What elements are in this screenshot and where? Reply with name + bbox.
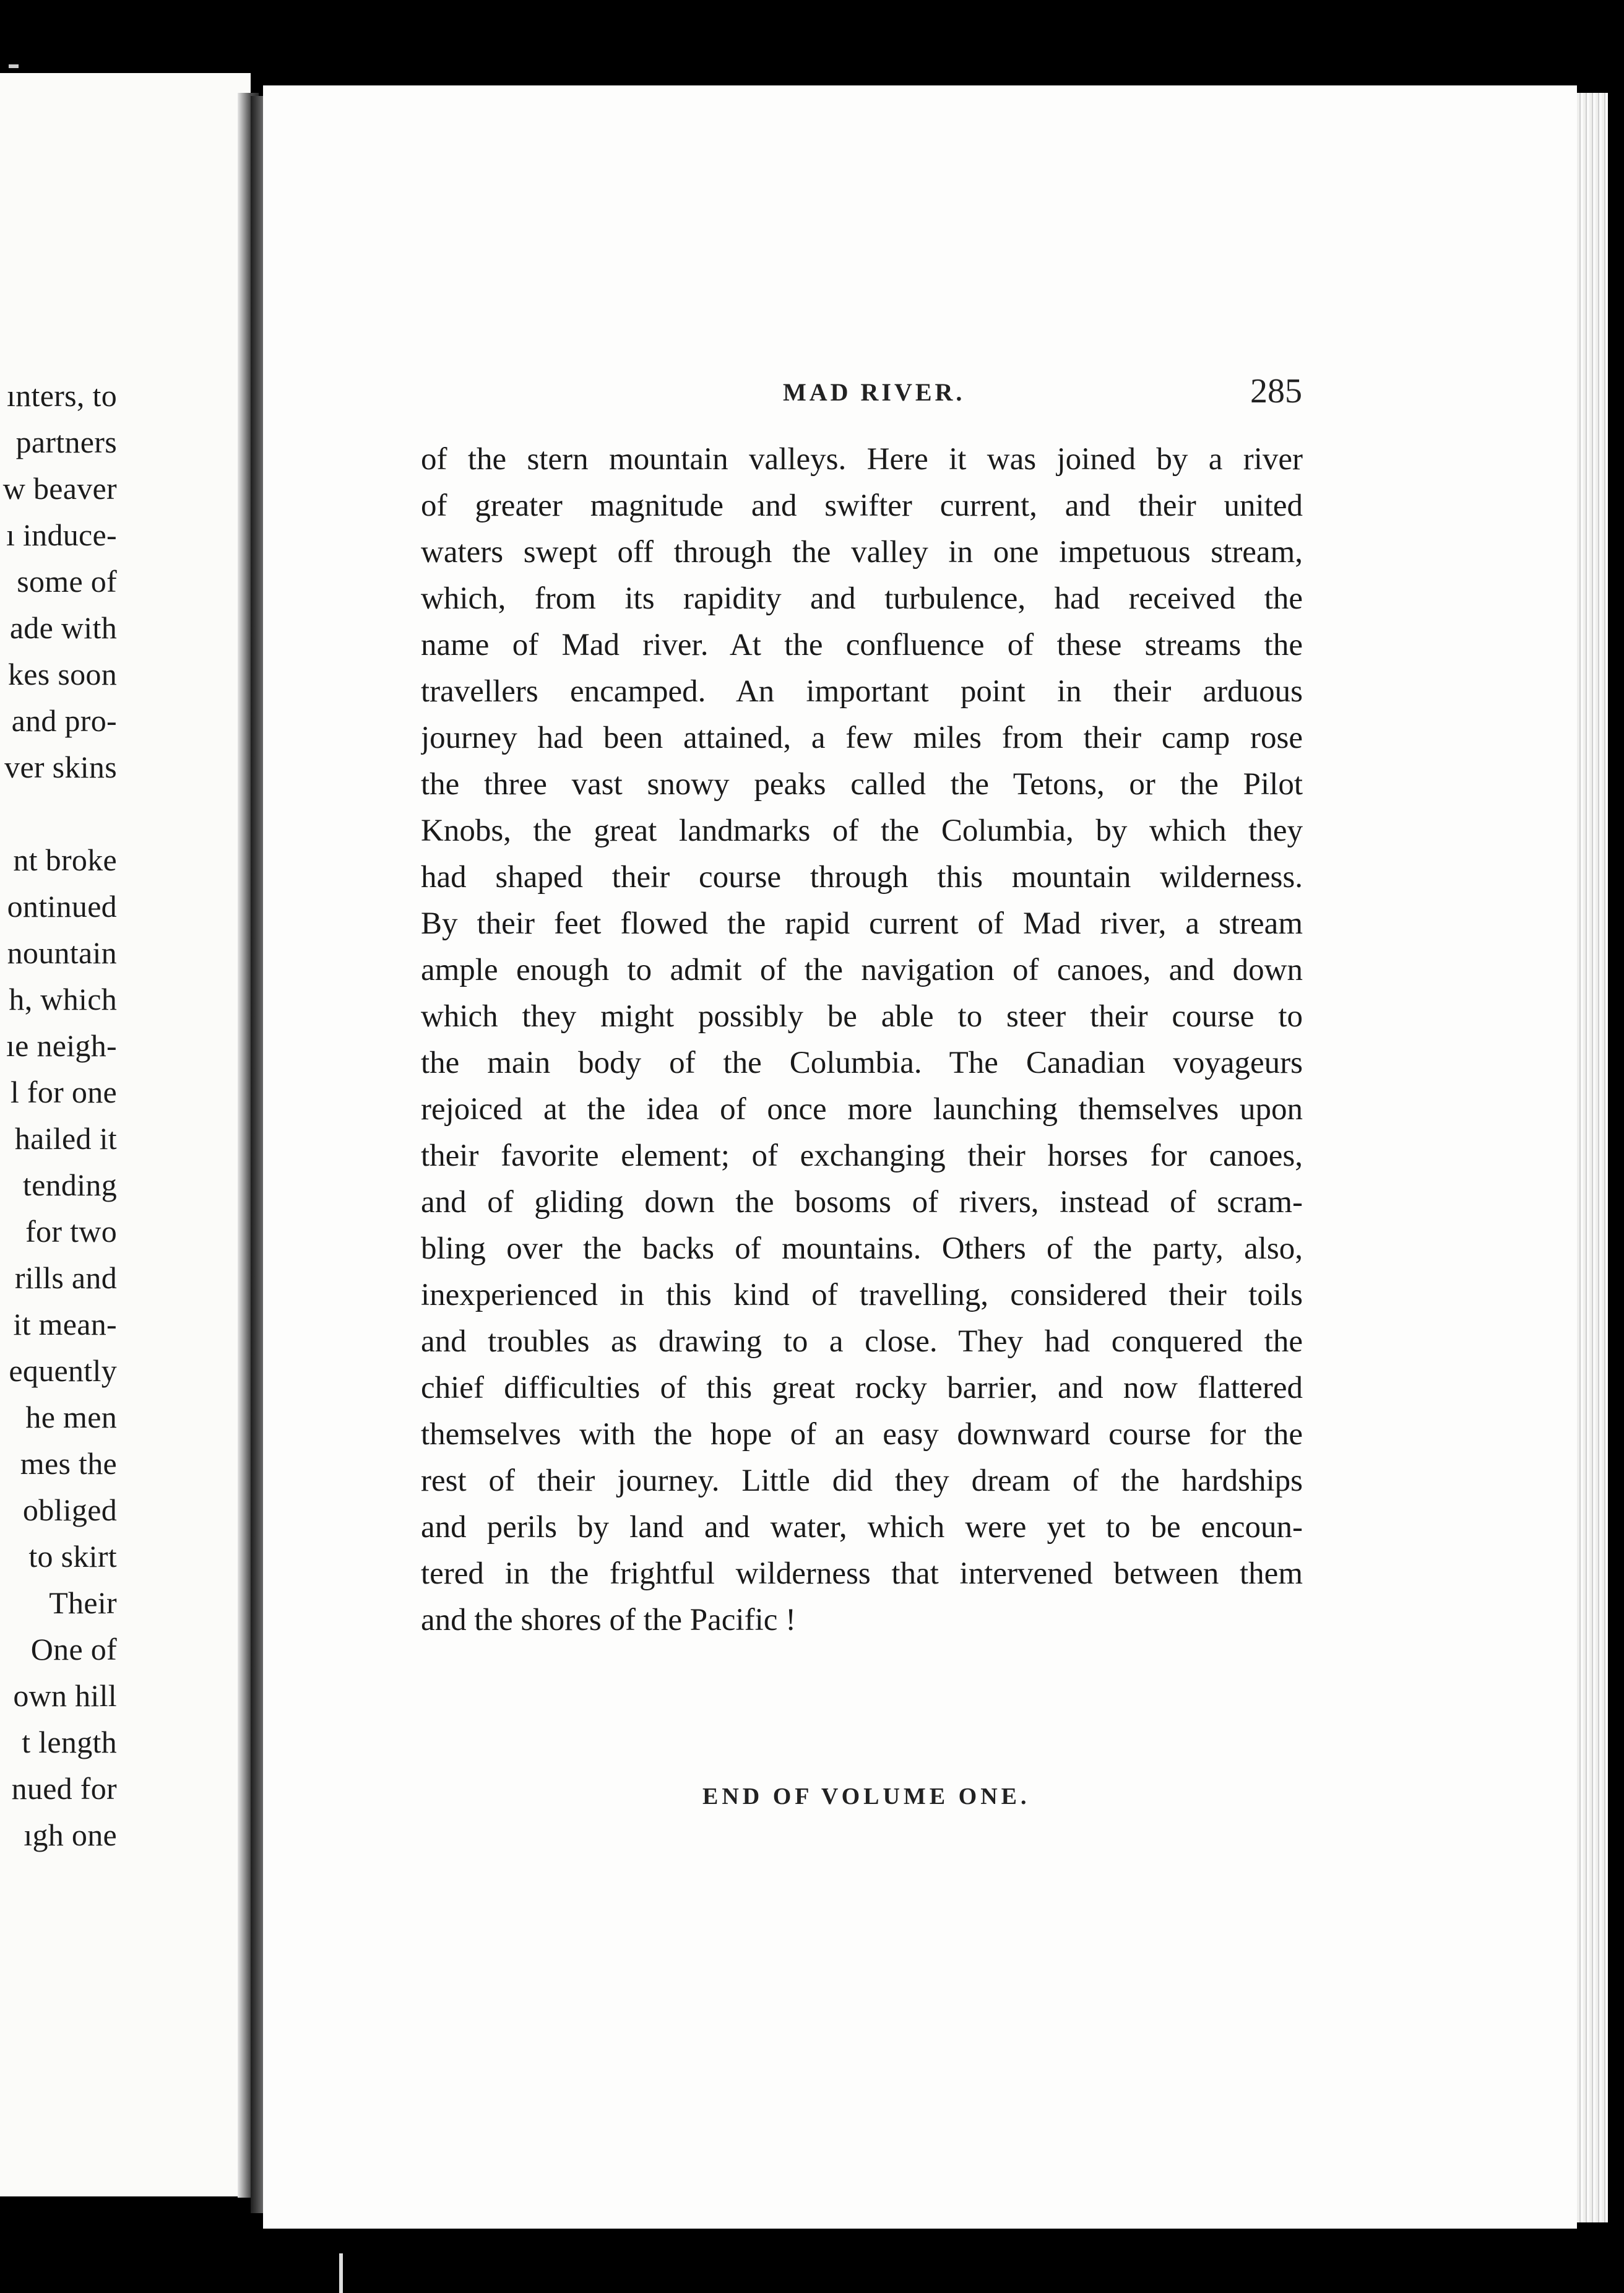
left-page-line-fragment: nt broke bbox=[13, 843, 117, 877]
left-page-line-fragment: nued for bbox=[11, 1771, 117, 1806]
body-line: bling over the backs of mountains. Others of the party, also, bbox=[421, 1231, 1303, 1266]
left-page-line-fragment: ıe neigh- bbox=[6, 1028, 117, 1063]
left-page-line-fragment: ıgh one bbox=[24, 1818, 117, 1852]
left-page-line-fragment: Their bbox=[49, 1585, 117, 1620]
left-page-line-fragment: ver skins bbox=[4, 750, 117, 784]
page-edges bbox=[1577, 93, 1608, 2222]
left-page-line-fragment: some of bbox=[17, 564, 117, 599]
left-page-line-fragment: rills and bbox=[14, 1260, 117, 1295]
body-line: By their feet flowed the rapid current of Mad river, a stream bbox=[421, 906, 1303, 941]
body-line: travellers encamped. An important point in their arduous bbox=[421, 674, 1303, 709]
body-line: the three vast snowy peaks called the Tetons, or the Pilot bbox=[421, 767, 1303, 802]
left-page-line-fragment: ınters, to bbox=[7, 378, 117, 413]
body-line: themselves with the hope of an easy downward course for the bbox=[421, 1417, 1303, 1452]
body-line: which they might possibly be able to steer their course to bbox=[421, 999, 1303, 1034]
left-page-line-fragment: hailed it bbox=[14, 1121, 117, 1156]
body-line: and of gliding down the bosoms of rivers, instead of scram- bbox=[421, 1185, 1303, 1220]
body-line: tered in the frightful wilderness that intervened between them bbox=[421, 1556, 1303, 1591]
body-line: their favorite element; of exchanging their horses for canoes, bbox=[421, 1138, 1303, 1173]
left-page-line-fragment: and pro- bbox=[11, 703, 117, 738]
left-page-line-fragment: kes soon bbox=[7, 657, 117, 691]
body-line: and the shores of the Pacific ! bbox=[421, 1603, 797, 1637]
body-line: rejoiced at the idea of once more launching themselves upon bbox=[421, 1092, 1303, 1127]
left-page-line-fragment: mes the bbox=[20, 1446, 117, 1481]
left-page-line-fragment: nountain bbox=[7, 935, 117, 970]
body-line: inexperienced in this kind of travelling, considered their toils bbox=[421, 1278, 1303, 1312]
body-line: had shaped their course through this mountain wilderness. bbox=[421, 860, 1303, 895]
left-page-line-fragment: h, which bbox=[9, 982, 117, 1016]
scan-bottom-border bbox=[0, 2229, 1624, 2293]
left-page-line-fragment: he men bbox=[25, 1400, 117, 1434]
body-line: waters swept off through the valley in one impetuous stream, bbox=[421, 535, 1303, 570]
body-line: of the stern mountain valleys. Here it was joined by a river bbox=[421, 442, 1303, 477]
body-line: journey had been attained, a few miles from their camp rose bbox=[421, 721, 1303, 755]
body-line: name of Mad river. At the confluence of these streams the bbox=[421, 628, 1303, 662]
left-page-line-fragment: obliged bbox=[22, 1493, 117, 1527]
body-line: of greater magnitude and swifter current, and their united bbox=[421, 488, 1303, 523]
body-line: chief difficulties of this great rocky barrier, and now flattered bbox=[421, 1371, 1303, 1405]
left-page bbox=[0, 73, 251, 2196]
left-page-line-fragment: ı induce- bbox=[6, 518, 117, 552]
left-page-line-fragment: to skirt bbox=[28, 1539, 117, 1574]
left-page-line-fragment: own hill bbox=[13, 1678, 117, 1713]
left-page-line-fragment: it mean- bbox=[13, 1307, 117, 1342]
running-head: MAD RIVER. bbox=[783, 378, 965, 406]
left-page-line-fragment: One of bbox=[30, 1632, 117, 1667]
body-line: Knobs, the great landmarks of the Columbia, by which they bbox=[421, 813, 1303, 848]
scan-mark bbox=[339, 2253, 343, 2293]
end-of-volume-note: END OF VOLUME ONE. bbox=[702, 1784, 1030, 1810]
page-number: 285 bbox=[1250, 372, 1302, 410]
left-page-line-fragment: t length bbox=[22, 1725, 117, 1759]
body-line: which, from its rapidity and turbulence, had received the bbox=[421, 581, 1303, 616]
body-text bbox=[421, 436, 1303, 1644]
left-page-line-fragment: for two bbox=[25, 1214, 117, 1249]
body-line: and perils by land and water, which were yet to be encoun- bbox=[421, 1510, 1303, 1545]
left-page-line-fragment: w beaver bbox=[2, 471, 117, 506]
left-page-line-fragment: equently bbox=[9, 1353, 117, 1388]
gutter-shadow bbox=[251, 96, 263, 2213]
left-page-line-fragment: l for one bbox=[10, 1075, 117, 1109]
body-line: the main body of the Columbia. The Canadian voyageurs bbox=[421, 1046, 1303, 1080]
left-page-line-fragment: ontinued bbox=[7, 889, 117, 924]
body-line: rest of their journey. Little did they dream of the hardships bbox=[421, 1463, 1303, 1498]
scan-corner-mark bbox=[9, 64, 19, 68]
body-line: and troubles as drawing to a close. They had conquered the bbox=[421, 1324, 1303, 1359]
left-page-line-fragment: partners bbox=[15, 425, 117, 459]
left-page-line-fragment: tending bbox=[22, 1168, 117, 1202]
left-page-line-fragment: ade with bbox=[9, 610, 117, 645]
body-line: ample enough to admit of the navigation of canoes, and down bbox=[421, 953, 1303, 987]
